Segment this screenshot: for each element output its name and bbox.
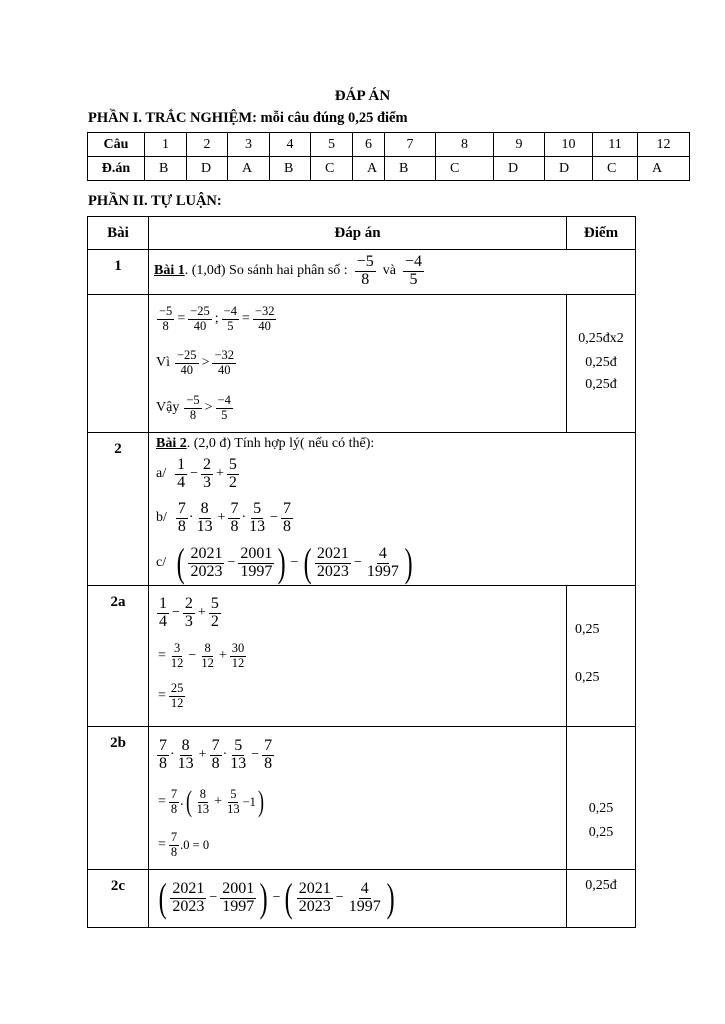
frac-den: 40 [193, 318, 207, 333]
bai1-solution-row [88, 295, 636, 433]
frac-den: 13 [227, 801, 240, 816]
question-cell: 11 [593, 133, 638, 157]
frac-num: 4 [360, 879, 369, 897]
answer-cell: D [494, 157, 545, 181]
bai1-text: . (1,0đ) So sánh hai phân số : [184, 263, 348, 279]
answer-cell: D [187, 157, 228, 181]
question-cell: 10 [545, 133, 593, 157]
frac-den: 8 [230, 517, 239, 535]
frac-num: 2021 [172, 879, 205, 897]
answer-cell: A [353, 157, 385, 181]
frac-num: 1 [177, 455, 186, 473]
col-diem-header: Điểm [567, 217, 636, 250]
answer-table-answers-row [88, 157, 690, 181]
bai2-part-c: c/ ( $\frac{2021}{2023}$ − $\frac{2001}{1997}$ ) − ( $\frac{2021}{2023}$ − $\frac{4}{1997}$ ) [156, 540, 413, 585]
operator: · [222, 747, 228, 762]
score: 0,25 [588, 801, 614, 816]
separator: ; [214, 311, 219, 326]
frac-num: 5 [210, 594, 219, 612]
bai2c-step1: ( $\frac{2021}{2023}$ − $\frac{2001}{1997}$ ) − ( $\frac{2021}{2023}$ − $\frac{4}{1997}$ ) [158, 875, 395, 920]
frac-num: 8 [204, 641, 211, 656]
bai2b-scores [567, 727, 636, 870]
bai1-scores [567, 295, 636, 433]
operator: − [209, 890, 218, 905]
frac-den: 12 [170, 655, 184, 670]
frac-den: 3 [184, 612, 193, 630]
operator: − [290, 555, 299, 570]
bai1-fa-den: 8 [361, 270, 370, 288]
answer-cell: A [228, 157, 270, 181]
bai2c-row [88, 870, 636, 928]
frac-num: −5 [186, 393, 200, 408]
operator: − [353, 555, 362, 570]
answer-cell: B [145, 157, 187, 181]
question-cell: 3 [228, 133, 270, 157]
col-dapan-header: Đáp án [149, 217, 567, 250]
frac-den: 5 [221, 407, 228, 422]
operator: − [227, 555, 236, 570]
greater-sign: > [204, 400, 213, 415]
bai1-fa-num: −5 [356, 253, 374, 270]
operator: + [197, 605, 206, 620]
bai2b-number: 2b [88, 727, 149, 870]
bai2-part-a [156, 453, 635, 495]
operator: + [198, 747, 207, 762]
equals-sign: = [158, 648, 166, 663]
operator: − [172, 605, 180, 620]
question-cell: 8 [436, 133, 494, 157]
essay-table-header [88, 217, 636, 250]
frac-den: 13 [196, 517, 213, 535]
bai2-label: Bài 2 [156, 436, 187, 451]
frac-num: 2001 [240, 544, 273, 562]
operator: − [270, 510, 279, 525]
bai1-fb-num: −4 [404, 253, 422, 270]
frac-den: 3 [203, 473, 212, 491]
result: .0 = 0 [180, 837, 210, 852]
frac-num: 4 [378, 544, 387, 562]
answer-table-row1-label: Câu [88, 133, 145, 157]
frac-num: 7 [264, 736, 273, 754]
score: 0,25đx2 [578, 331, 624, 346]
operator: · [241, 510, 247, 525]
frac-den: 1997 [366, 562, 399, 580]
frac-den: 8 [170, 844, 178, 859]
bai1-frac-a [354, 254, 377, 289]
frac-den: 8 [177, 517, 186, 535]
frac-den: 13 [249, 517, 266, 535]
frac-den: 5 [227, 318, 234, 333]
equals-sign: = [241, 311, 250, 326]
frac-num: −25 [177, 348, 197, 363]
frac-den: 2023 [298, 897, 331, 915]
frac-num: 5 [228, 455, 237, 473]
operator: − [188, 648, 197, 663]
question-cell: 1 [145, 133, 187, 157]
frac-den: 8 [264, 754, 273, 772]
score: 0,25đ [585, 355, 617, 370]
answer-cell: C [311, 157, 353, 181]
frac-den: 13 [196, 801, 210, 816]
frac-den: 4 [159, 612, 167, 630]
part1-heading: PHẦN I. TRẮC NGHIỆM: mỗi câu đúng 0,25 điểm [88, 110, 408, 126]
question-cell: 4 [270, 133, 311, 157]
bai1-frac-b [402, 254, 425, 289]
score: 0,25 [588, 825, 614, 840]
operator: . [180, 794, 184, 809]
bai1-and: và [382, 263, 396, 279]
frac-num: 5 [230, 787, 237, 802]
frac-num: 5 [253, 499, 262, 517]
operator: −1 [242, 794, 256, 809]
frac-den: 4 [177, 473, 186, 491]
operator: + [216, 466, 224, 481]
frac-den: 1997 [348, 897, 381, 915]
frac-den: 2023 [190, 562, 223, 580]
bai2c-number: 2c [88, 870, 149, 928]
equals-sign: = [177, 311, 186, 326]
bai2a-row [88, 586, 636, 727]
frac-num: 3 [174, 641, 181, 656]
frac-den: 12 [170, 695, 184, 710]
bai1-solution [149, 295, 567, 433]
operator: + [217, 510, 226, 525]
equals-sign: = [158, 837, 166, 852]
frac-den: 2023 [316, 562, 349, 580]
frac-num: 1 [159, 594, 167, 612]
bai1-number: 1 [88, 250, 149, 295]
frac-num: −4 [223, 304, 237, 319]
frac-num: 7 [170, 830, 178, 845]
frac-num: 7 [230, 499, 239, 517]
operator: · [170, 747, 175, 762]
answer-cell: B [385, 157, 436, 181]
frac-den: 2 [210, 612, 219, 630]
frac-num: 8 [199, 787, 207, 802]
frac-den: 12 [201, 655, 214, 670]
frac-den: 40 [218, 362, 231, 377]
bai2c-score: 0,25đ [567, 870, 636, 928]
operator: − [190, 466, 199, 481]
equals-sign: = [158, 688, 166, 703]
bai2b-row [88, 727, 636, 870]
answer-cell: B [270, 157, 311, 181]
frac-num: 2001 [222, 879, 255, 897]
frac-num: 2021 [316, 544, 349, 562]
frac-den: 40 [258, 318, 271, 333]
frac-num: 30 [231, 641, 245, 656]
frac-den: 12 [231, 655, 245, 670]
frac-den: 8 [162, 318, 169, 333]
bai1-step3 [156, 387, 566, 429]
answer-cell: D [545, 157, 593, 181]
bai2b-step3 [156, 825, 566, 865]
frac-num: 2 [184, 594, 193, 612]
frac-num: 2021 [190, 544, 223, 562]
frac-den: 2 [228, 473, 237, 491]
operator: + [218, 648, 227, 663]
bai1-step1 [156, 299, 566, 339]
bai2b-step1 [156, 731, 566, 779]
frac-den: 1997 [222, 897, 255, 915]
bai2a-number: 2a [88, 586, 149, 727]
essay-table [87, 216, 636, 928]
bai2b-solution [149, 727, 567, 870]
bai2a-step2 [156, 636, 566, 676]
question-cell: 12 [638, 133, 690, 157]
answer-table [87, 132, 690, 181]
bai2a-step3 [156, 676, 566, 716]
bai2c-solution [149, 870, 567, 928]
bai2-problem [149, 433, 636, 586]
frac-num: 7 [211, 736, 220, 754]
frac-den: 8 [211, 754, 220, 772]
frac-num: −25 [190, 304, 210, 319]
operator: − [272, 890, 281, 905]
page-title: ĐÁP ÁN [334, 88, 391, 104]
frac-num: −32 [214, 348, 235, 363]
frac-den: 8 [283, 517, 292, 535]
frac-num: 5 [234, 736, 243, 754]
frac-num: −32 [254, 304, 275, 319]
frac-den: 8 [189, 407, 197, 422]
score: 0,25 [575, 622, 600, 637]
bai2a-solution [149, 586, 567, 727]
operator: + [214, 794, 223, 809]
bai1-solution-number [88, 295, 149, 433]
question-cell: 6 [353, 133, 385, 157]
bai2a-step1 [156, 590, 566, 636]
operator: − [251, 747, 260, 762]
greater-sign: > [201, 355, 210, 370]
frac-den: 13 [177, 754, 194, 772]
part-label: a/ [156, 466, 167, 481]
frac-num: 8 [181, 736, 190, 754]
score: 0,25đ [585, 377, 617, 392]
frac-den: 40 [180, 362, 194, 377]
part-label: c/ [156, 555, 167, 570]
bai2-text: . (2,0 đ) Tính hợp lý( nếu có thể): [186, 436, 375, 451]
answer-table-row2-label: Đ.án [88, 157, 145, 181]
frac-num: 2 [203, 455, 212, 473]
frac-num: 8 [200, 499, 209, 517]
answer-cell: C [593, 157, 638, 181]
operator: − [335, 890, 344, 905]
answer-cell: C [436, 157, 494, 181]
bai1-problem [149, 250, 636, 295]
frac-den: 8 [159, 754, 167, 772]
frac-num: −4 [217, 393, 231, 408]
answer-cell: A [638, 157, 690, 181]
part-label: b/ [156, 510, 167, 525]
question-cell: 9 [494, 133, 545, 157]
bai2-part-b [156, 495, 635, 541]
score: 0,25 [575, 670, 600, 685]
bai1-label: Bài 1 [154, 263, 185, 279]
step-prefix: Vì [156, 355, 170, 370]
frac-den: 2023 [172, 897, 205, 915]
frac-den: 1997 [240, 562, 273, 580]
bai2a-scores [567, 586, 636, 727]
col-bai-header: Bài [88, 217, 149, 250]
bai2-problem-row [88, 433, 636, 586]
frac-num: 7 [170, 787, 178, 802]
question-cell: 5 [311, 133, 353, 157]
bai2b-step2: = $\frac{7}{8}$ . ( $\frac{8}{13}$ + $\frac{5}{13}$ −1 ) [158, 785, 264, 818]
bai1-step2 [156, 339, 566, 387]
frac-den: 13 [230, 754, 247, 772]
step-prefix: Vậy [156, 400, 180, 415]
frac-num: −5 [159, 304, 173, 319]
bai1-problem-row [88, 250, 636, 295]
frac-num: 2021 [298, 879, 331, 897]
frac-num: 7 [159, 736, 167, 754]
equals-sign: = [158, 794, 166, 809]
question-cell: 2 [187, 133, 228, 157]
bai2-number: 2 [88, 433, 149, 586]
operator: · [188, 510, 194, 525]
frac-num: 25 [170, 681, 184, 696]
bai1-fb-den: 5 [409, 270, 418, 288]
frac-den: 8 [170, 801, 178, 816]
answer-table-questions-row [88, 133, 690, 157]
frac-num: 7 [283, 499, 292, 517]
question-cell: 7 [385, 133, 436, 157]
frac-num: 7 [177, 499, 186, 517]
part2-heading: PHẦN II. TỰ LUẬN: [88, 193, 222, 209]
